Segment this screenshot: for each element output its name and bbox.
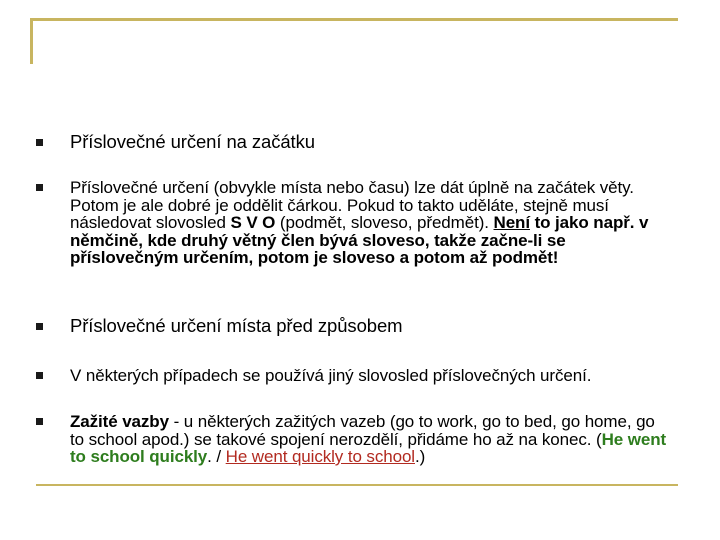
zazite-vazby-bold: Zažité vazby [70,412,169,431]
text-segment: .) [414,447,426,466]
correct-example: He went to school quickly [70,429,667,466]
bullet-icon [36,184,43,191]
bullet-icon [36,372,43,379]
item-paragraph-4-text: V některých případech se používá jiný slovosled příslovečných určení. [70,366,592,385]
item-paragraph-2 [70,179,670,267]
text-segment: (podmět, sloveso, předmět). [275,213,489,232]
item-heading-3 [70,317,670,335]
text-segment: Příslovečné určení (obvykle místa nebo času) lze dát úplně na začátek věty. Potom je ale dobré je oddělit čárkou. Pokud to takto uděláte, stejně musí následovat slovosled [70,178,634,232]
bullet-icon [36,139,43,146]
bullet-icon [36,323,43,330]
text-segment: . / [207,447,226,466]
bullet-icon [36,418,43,425]
text-segment: - u některých zažitých vazeb (go to work, go to bed, go home, go to school apod.) se takové spojení nerozdělí, přidáme ho až na konec. ( [70,412,655,449]
item-heading-1 [70,133,670,151]
item-heading-3-text: Příslovečné určení místa před způsobem [70,315,403,336]
incorrect-example: He went quickly to school [225,447,415,466]
neni-underlined: Není [493,213,530,232]
item-heading-1-text: Příslovečné určení na začátku [70,131,315,152]
svo-bold: S V O [230,213,276,232]
item-paragraph-5 [70,413,670,466]
item-paragraph-4 [70,367,670,385]
text-segment-bold: to jako např. v němčině, kde druhý větný člen bývá sloveso, takže začne-li se příslovečným určením, potom je sloveso a potom až podmět! [70,213,649,267]
